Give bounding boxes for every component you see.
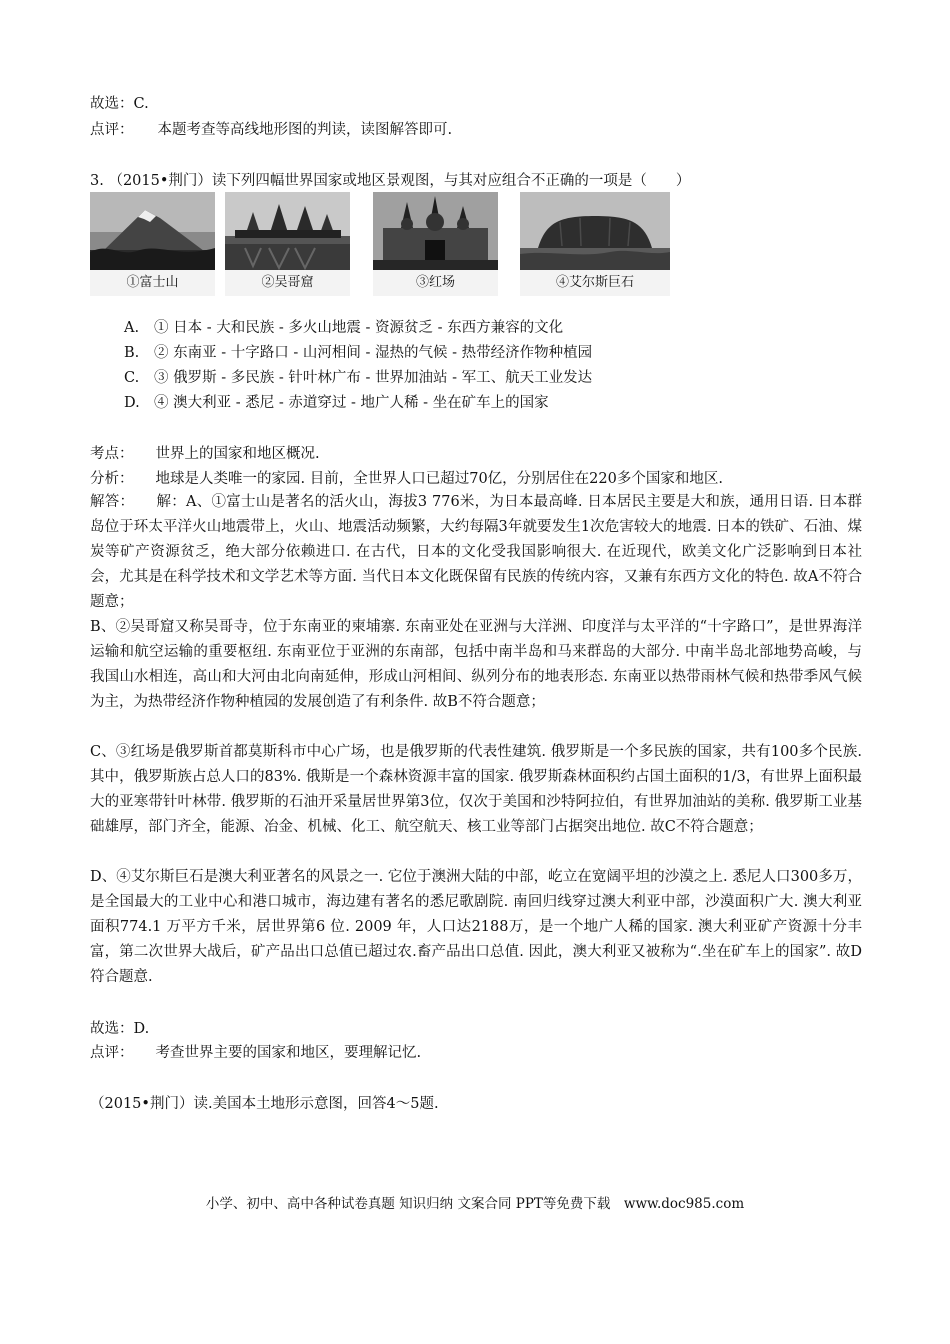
prev-answer: 故选：C. [90,96,149,112]
cathedral-photo-icon [373,192,498,270]
answer-para-c: C、③红场是俄罗斯首都莫斯科市中心广场，也是俄罗斯的代表性建筑. 俄罗斯是一个多民族的国家，共有100多个民族. 其中，俄罗斯族占总人口的83%. 俄斯是一个森林资源丰富的国家. 俄罗斯森林面积约占国土面积的1/3，有世界上面积最大的亚寒带针叶林带. 俄罗斯的石油开采量居世界第3位，仅次于美国和沙特阿拉伯，有世界加油站的美称. 俄罗斯工业基础雄厚，部门齐全，能源、冶金、机械、化工、航空航天、核工业等部门占据突出地位. 故C不符合题意； [90,744,862,835]
landscape-photos [90,192,670,302]
review-text: 考查世界主要的国家和地区，要理解记忆. [155,1045,422,1061]
photo-caption: ④艾尔斯巨石 [520,270,670,296]
review-label: 点评： [90,122,134,138]
jieda-label: 解答： [90,494,135,510]
option-text: ② 东南亚 - 十字路口 - 山河相间 - 湿热的气候 - 热带经济作物种植园 [154,345,593,361]
photo-angkor [225,192,350,296]
question-stem: 3. （2015•荆门）读下列四幅世界国家或地区景观图，与其对应组合不正确的一项是（ ） [90,173,691,189]
photo-fuji [90,192,215,296]
photo-caption: ②吴哥窟 [225,270,350,296]
kaodian [90,444,320,464]
option-letter: B. [124,345,140,361]
kaodian-label: 考点： [90,446,134,462]
final-review [90,1043,421,1063]
fenxi-label: 分析： [90,471,134,487]
photo-caption: ①富士山 [90,270,215,296]
fenxi [90,469,723,489]
mountain-photo-icon [90,192,215,270]
review-text: 本题考查等高线地形图的判读，读图解答即可. [157,122,453,138]
option-text: ④ 澳大利亚 - 悉尼 - 赤道穿过 - 地广人稀 - 坐在矿车上的国家 [154,395,549,411]
page-footer: 小学、初中、高中各种试卷真题 知识归纳 文案合同 PPT等免费下载 www.doc985.com [205,1196,745,1212]
option-text: ① 日本 - 大和民族 - 多火山地震 - 资源贫乏 - 东西方兼容的文化 [154,320,564,336]
next-question-stem: （2015•荆门）读.美国本土地形示意图，回答4～5题. [90,1096,439,1112]
answer-para-b: B、②吴哥窟又称吴哥寺，位于东南亚的柬埔寨. 东南亚处在亚洲与大洋洲、印度洋与太平洋的“十字路口”，是世界海洋运输和航空运输的重要枢纽. 东南亚位于亚洲的东南部，包括中南半岛和马来群岛的大部分. 中南半岛北部地势高峻，与我国山水相连，高山和大河由北向南延伸，形成山河相间、纵列分布的地表形态. 东南亚以热带雨林气候和热带季风气候为主，为热带经济作物种植园的发展创造了有利条件. 故B不符合题意； [90,619,862,710]
option-letter: D. [124,395,140,411]
option-d [124,393,549,413]
photo-red-square [373,192,498,296]
answer-para-a [90,490,862,615]
option-text: ③ 俄罗斯 - 多民族 - 针叶林广布 - 世界加油站 - 军工、航天工业发达 [154,370,593,386]
final-answer: 故选：D. [90,1021,150,1037]
option-a [124,318,563,338]
photo-caption: ③红场 [373,270,498,296]
photo-ayers-rock [520,192,670,296]
answer-para-d: D、④艾尔斯巨石是澳大利亚著名的风景之一. 它位于澳洲大陆的中部，屹立在宽阔平坦的沙漠之上. 悉尼人口300多万，是全国最大的工业中心和港口城市，海边建有著名的悉尼歌剧院. 南回归线穿过澳大利亚中部，沙漠面积广大. 澳大利亚面积774.1 万平方千米，居世界第6 位. 2009 年，人口达2188万，是一个地广人稀的国家. 澳大利亚矿产资源十分丰富，第二次世界大战后，矿产品出口总值已超过农.畜产品出口总值. 因此，澳大利亚又被称为“.坐在矿车上的国家”. 故D符合题意. [90,869,862,985]
review-label: 点评： [90,1045,134,1061]
prev-review [90,120,452,140]
option-b [124,343,592,363]
rock-photo-icon [520,192,670,270]
kaodian-text: 世界上的国家和地区概况. [155,446,320,462]
para-a-text: 解：A、①富士山是著名的活火山，海拔3 776米，为日本最高峰. 日本居民主要是大和族，通用日语. 日本群岛位于环太平洋火山地震带上，火山、地震活动频繁，大约每隔3年就要发生1次危害较大的地震. 日本的铁矿、石油、煤炭等矿产资源贫乏，绝大部分依赖进口. 在古代，日本的文化受我国影响很大. 在近现代，欧美文化广泛影响到日本社会，尤其是在科学技术和文学艺术等方面. 当代日本文化既保留有民族的传统内容，又兼有东西方文化的特色. 故A不符合题意； [90,494,863,610]
fenxi-text: 地球是人类唯一的家园. 目前，全世界人口已超过70亿，分别居住在220多个国家和地区. [155,471,723,487]
option-letter: A. [124,320,140,336]
option-c [124,368,592,388]
option-letter: C. [124,370,140,386]
temple-photo-icon [225,192,350,270]
